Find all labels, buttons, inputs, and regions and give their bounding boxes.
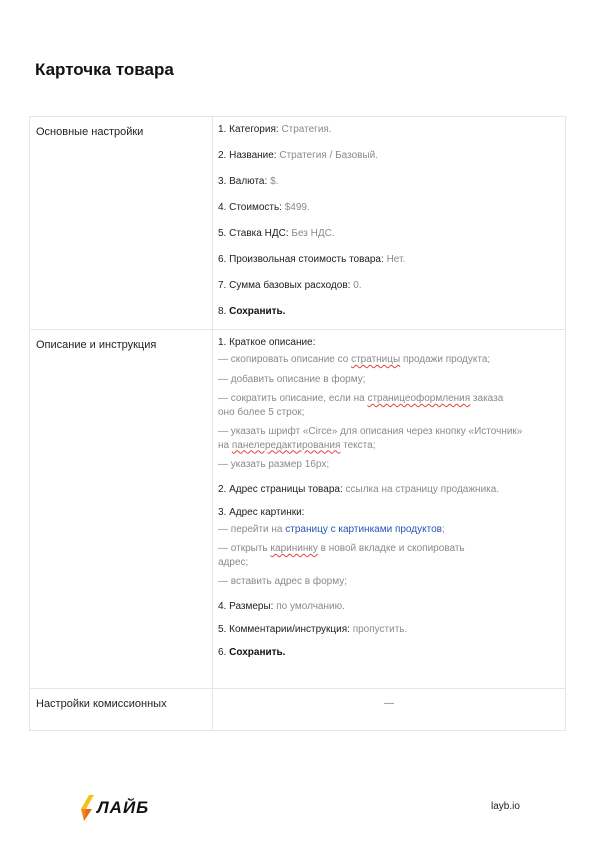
list-item-price: 4. Стоимость: $499. xyxy=(218,202,310,213)
step-line: — перейти на страницу с картинками продуктов; xyxy=(218,523,445,535)
footer-site-url[interactable]: layb.io xyxy=(491,801,520,812)
list-item-base-costs: 7. Сумма базовых расходов: 0. xyxy=(218,280,362,291)
flame-logo-icon xyxy=(80,795,94,821)
product-images-link[interactable]: страницу с картинками продуктов xyxy=(285,523,442,535)
comments-item: 5. Комментарии/инструкция: пропустить. xyxy=(218,623,408,635)
list-item-vat: 5. Ставка НДС: Без НДС. xyxy=(218,228,335,239)
list-item-category: 1. Категория: Стратегия. xyxy=(218,124,332,135)
page-title: Карточка товара xyxy=(35,60,174,79)
image-address-block: 3. Адрес картинки: — перейти на страницу с картинками продуктов; — открыть карининку в новой вкладке и скопировать адрес; — вставить адрес в форму; xyxy=(218,507,560,589)
row-label-description: Описание и инструкция xyxy=(30,330,213,689)
table-row-commission xyxy=(30,688,566,730)
logo-text: ЛАЙБ xyxy=(97,798,150,817)
list-item-custom-price: 6. Произвольная стоимость товара: Нет. xyxy=(218,254,406,265)
description-list xyxy=(213,330,566,689)
company-logo xyxy=(80,795,149,821)
row-label-commission: Настройки комиссионных xyxy=(30,688,213,730)
step-line: — вставить адрес в форму; xyxy=(218,576,347,587)
product-card-table xyxy=(29,116,566,731)
step-line: — добавить описание в форму; xyxy=(218,373,366,385)
step-line: — скопировать описание со стратницы продажи продукта; xyxy=(218,354,491,365)
save-item: 6. Сохранить. xyxy=(218,646,286,658)
basic-settings-list xyxy=(213,117,566,330)
list-item-currency: 3. Валюта: $. xyxy=(218,176,279,187)
step-line: — указать размер 16px; xyxy=(218,459,330,470)
page-address-item: 2. Адрес страницы товара: ссылка на страницу продажника. xyxy=(218,483,500,495)
sizes-item: 4. Размеры: по умолчанию. xyxy=(218,600,345,612)
table-row-basic xyxy=(30,117,566,330)
short-description-block: 1. Краткое описание: — скопировать описание со стратницы продажи продукта; — добавить описание в форму; — сократить описание, если на страницеоформления заказа оно более 5 строк; — указать шрифт «Circe» для описания через кнопку «Источник» на панелередактирования текста; — указать размер 16px; xyxy=(218,337,560,472)
step-line: — открыть карининку в новой вкладке и скопировать адрес; xyxy=(218,543,465,568)
commission-value-cell xyxy=(213,688,566,730)
empty-dash: — xyxy=(384,697,394,709)
step-line: — сократить описание, если на страницеоформления заказа оно более 5 строк; xyxy=(218,393,504,418)
list-item-save: 8. Сохранить. xyxy=(218,306,286,317)
step-line: — указать шрифт «Circe» для описания через кнопку «Источник» на панелередактирования текста; xyxy=(218,426,523,451)
row-label-basic: Основные настройки xyxy=(30,117,213,330)
list-item-name: 2. Название: Стратегия / Базовый. xyxy=(218,150,379,161)
table-row-description xyxy=(30,330,566,689)
